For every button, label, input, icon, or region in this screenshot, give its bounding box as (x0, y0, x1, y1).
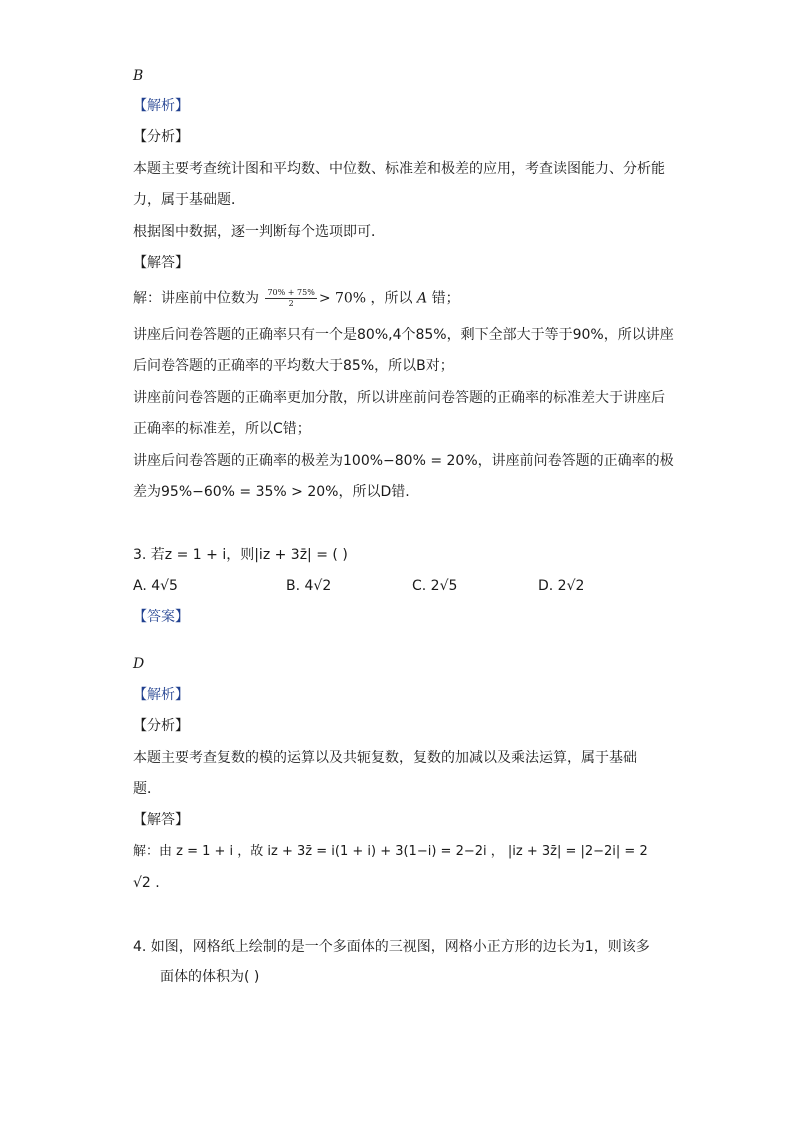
median-fraction (265, 288, 316, 309)
solution-line: 解：由 z = 1 + i ，故 iz + 3z̄ = i(1 + i) + 3(1−i) = 2−2i ， |iz + 3z̄| = |2−2i| = 2 (133, 844, 648, 859)
analysis-line: 力，属于基础题． (133, 192, 245, 208)
section-jiexi: 【解析】 (133, 98, 189, 114)
question-4-stem: 面体的体积为( ) (160, 969, 260, 985)
solution-prefix: 解：讲座前中位数为 (133, 290, 264, 307)
solution-rest: > 70% ，所以 (318, 290, 418, 307)
answer-letter: D (133, 656, 145, 672)
answer-letter: B (133, 68, 144, 84)
option-d: D. 2√2 (538, 578, 585, 594)
option-b-reason: 讲座后问卷答题的正确率只有一个是80%,4个85%，剩下全部大于等于90%，所以讲座 (133, 327, 674, 343)
analysis-line: 本题主要考查复数的模的运算以及共轭复数，复数的加减以及乘法运算，属于基础 (133, 750, 637, 766)
option-b: B. 4√2 (286, 578, 332, 594)
option-a-symbol: A (417, 290, 428, 307)
section-daan: 【答案】 (133, 609, 189, 625)
question-3-stem: 3. 若z = 1 + i，则|iz + 3z̄| = ( ) (133, 547, 348, 563)
option-a-verdict: 错； (427, 290, 460, 307)
option-a: A. 4√5 (133, 578, 178, 594)
question-4-stem: 4. 如图，网格纸上绘制的是一个多面体的三视图，网格小正方形的边长为1，则该多 (133, 939, 650, 955)
fraction-denominator: 2 (288, 299, 294, 308)
option-c-reason: 正确率的标准差，所以C错； (133, 421, 311, 437)
fraction-numerator: 70% + 75% (267, 288, 315, 297)
analysis-line: 题． (133, 781, 161, 797)
section-fenxi: 【分析】 (133, 129, 189, 145)
option-c-reason: 讲座前问卷答题的正确率更加分散，所以讲座前问卷答题的正确率的标准差大于讲座后 (133, 390, 665, 406)
method-line: 根据图中数据，逐一判断每个选项即可． (133, 224, 385, 240)
option-c: C. 2√5 (412, 578, 458, 594)
section-jiexi: 【解析】 (133, 687, 189, 703)
option-d-reason: 差为95%−60% = 35% > 20%，所以D错. (133, 484, 410, 500)
option-d-reason: 讲座后问卷答题的正确率的极差为100%−80% = 20%，讲座前问卷答题的正确率的极 (133, 453, 674, 469)
section-jieda: 【解答】 (133, 812, 189, 828)
section-fenxi: 【分析】 (133, 718, 189, 734)
section-jieda: 【解答】 (133, 255, 189, 271)
analysis-line: 本题主要考查统计图和平均数、中位数、标准差和极差的应用，考查读图能力、分析能 (133, 161, 665, 177)
solution-median-line (133, 288, 460, 309)
solution-line: √2 . (133, 875, 160, 891)
option-b-reason: 后问卷答题的正确率的平均数大于85%，所以B对； (133, 358, 454, 374)
